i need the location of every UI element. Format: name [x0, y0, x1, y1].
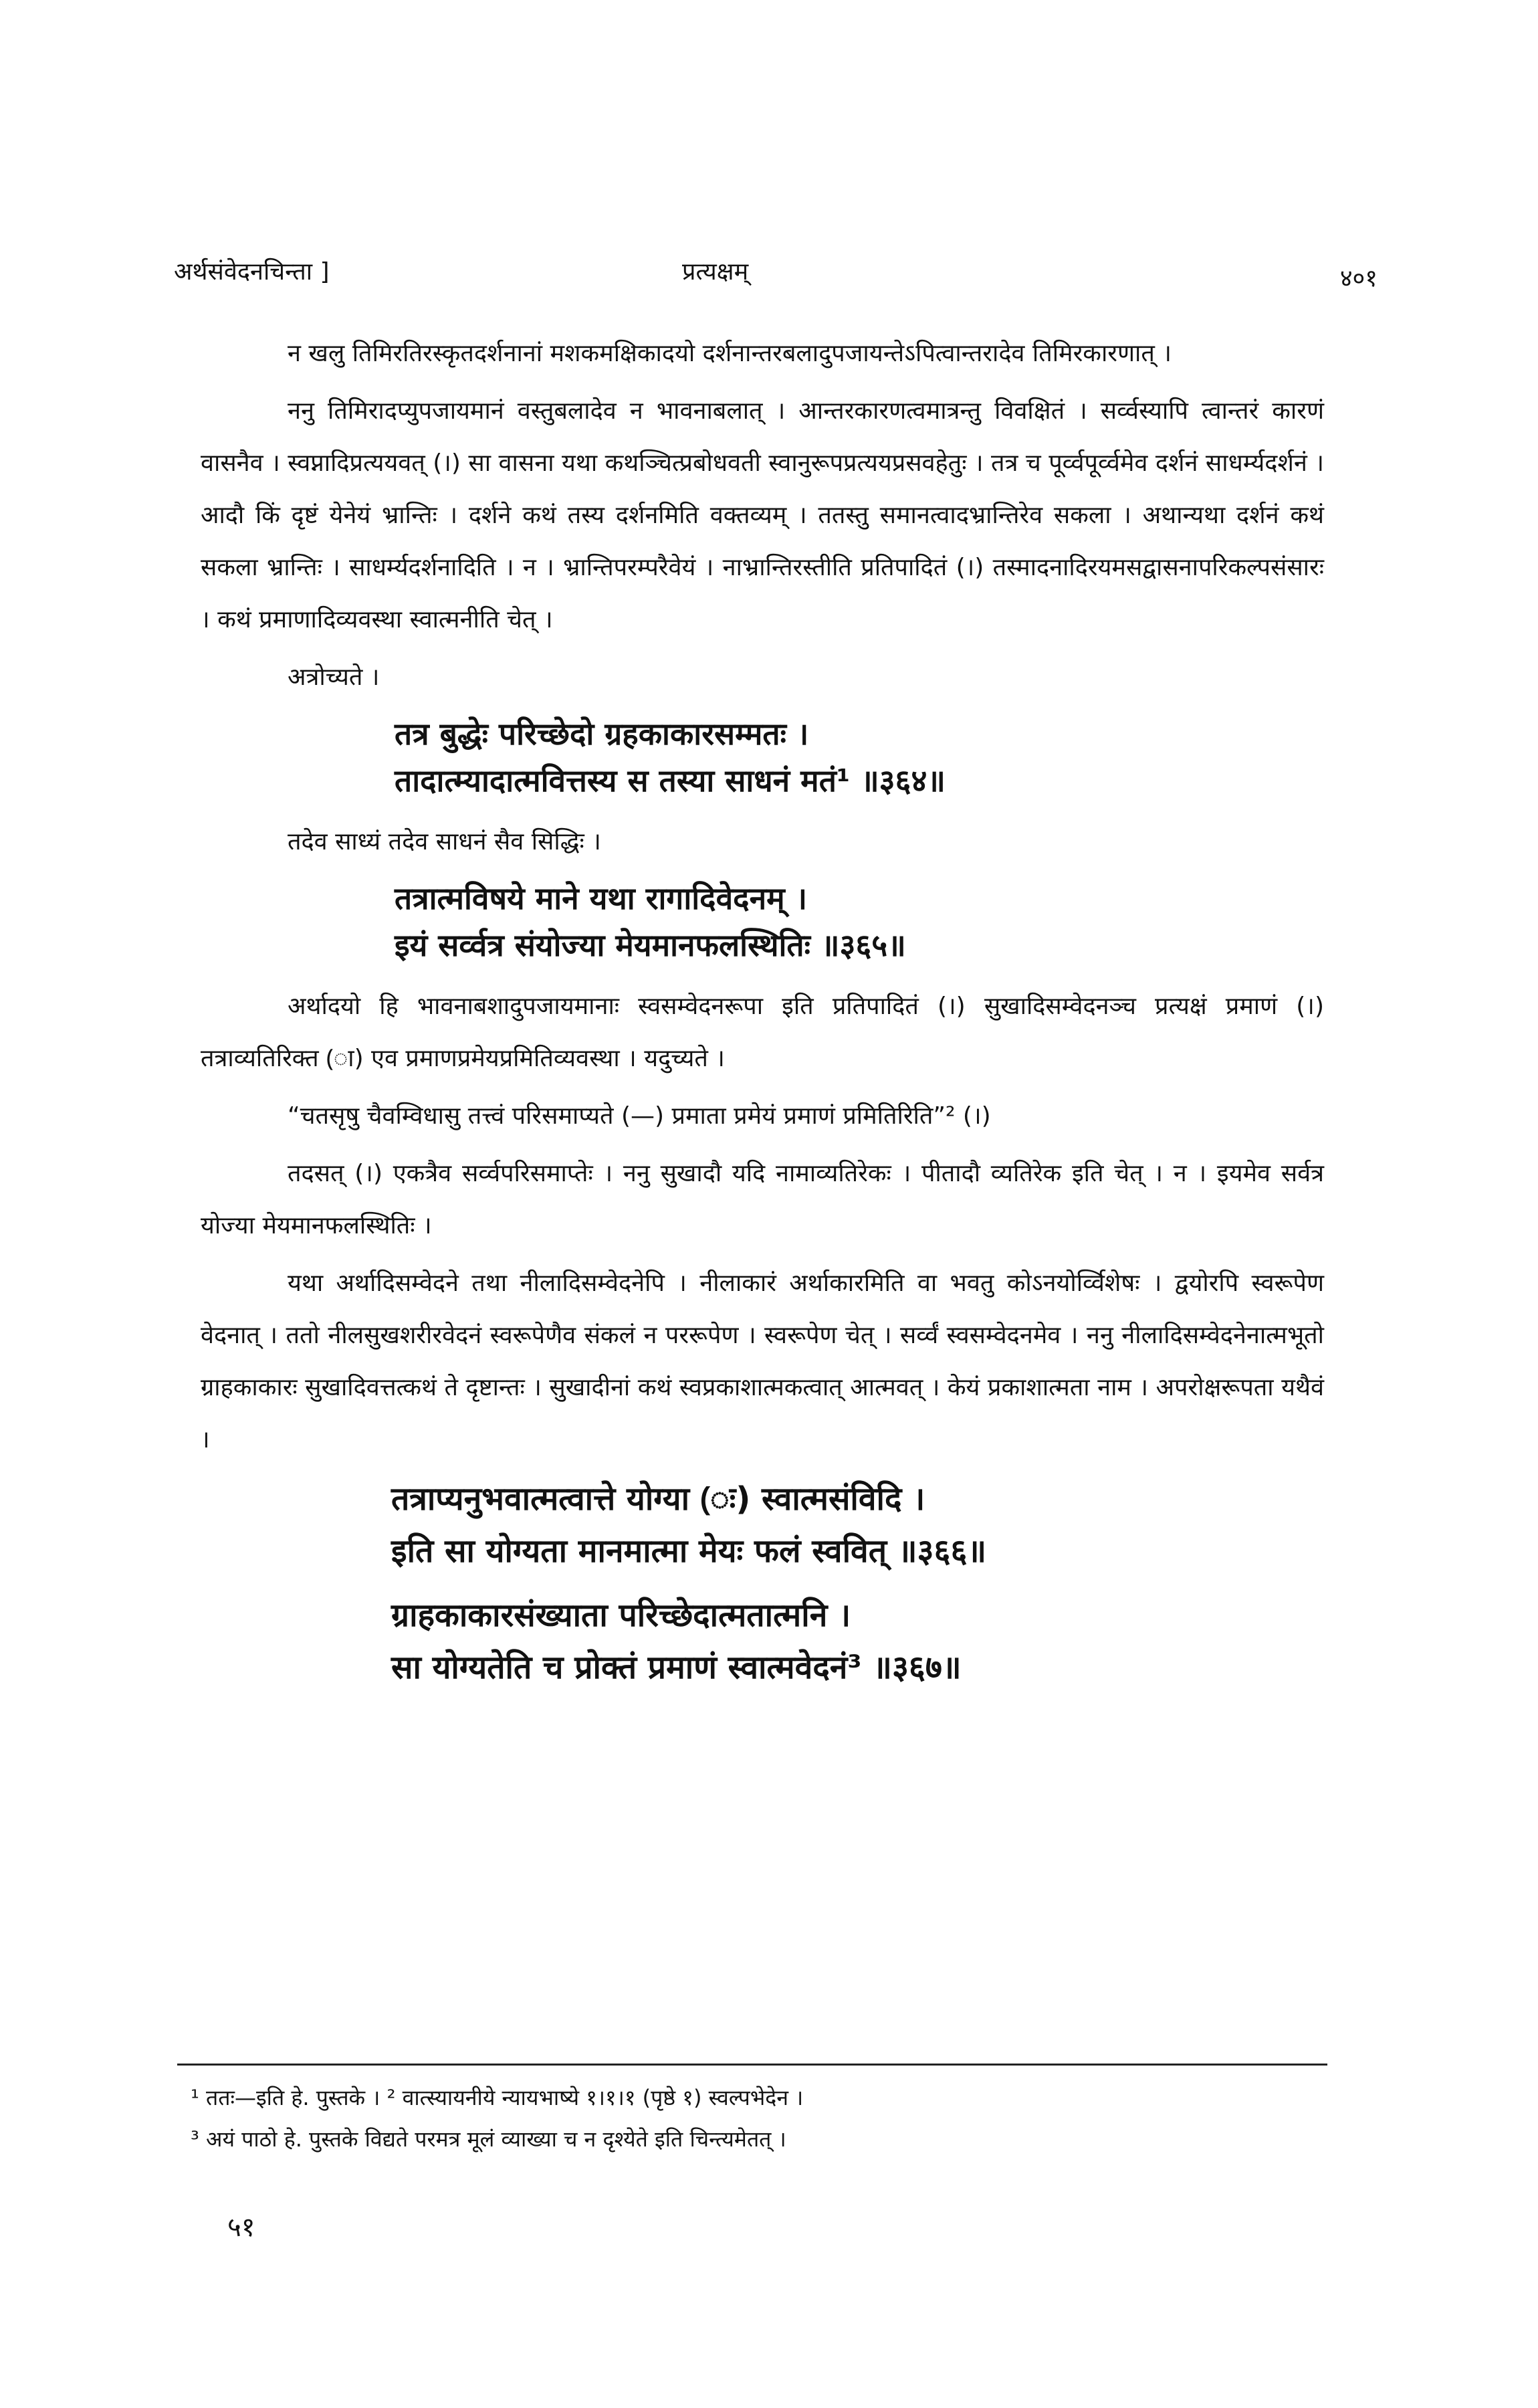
- paragraph-6: तदसत् (।) एकत्रैव सर्व्वपरिसमाप्तेः । ननु सुखादौ यदि नामाव्यतिरेकः । पीतादौ व्यतिरेक इति चेत् । न । इयमेव सर्वत्र योज्या मेयमानफलस्थितिः ।: [201, 1160, 1324, 1239]
- verse-367-line-1: ग्राहकाकारसंख्याता परिच्छेदात्मतात्मनि ।: [391, 1597, 851, 1634]
- verse-364: [395, 710, 1324, 804]
- verse-364-line-1: तत्र बुद्धेः परिच्छेदो ग्रहकाकारसम्मतः ।: [395, 716, 809, 752]
- verse-365-line-2: इयं सर्व्वत्र संयोज्या मेयमानफलस्थितिः ॥३६५॥: [395, 927, 906, 963]
- paragraph-3: अत्रोच्यते ।: [288, 664, 380, 691]
- section-title: प्रत्यक्षम्: [682, 258, 749, 286]
- paragraph-4: अर्थादयो हि भावनाबशादुपजायमानाः स्वसम्वेदनरूपा इति प्रतिपादितं (।) सुखादिसम्वेदनञ्च प्रत्यक्षं प्रमाणं (।) तत्राव्यतिरिक्त (ा) एव प्रमाणप्रमेयप्रमितिव्यवस्था । यदुच्यते ।: [201, 993, 1324, 1072]
- paragraph-2: ननु तिमिरादप्युपजायमानं वस्तुबलादेव न भावनाबलात् । आन्तरकारणत्वमात्रन्तु विवक्षितं । सर्व्वस्यापि त्वान्तरं कारणं वासनैव । स्वप्नादिप्रत्ययवत् (।) सा वासना यथा कथञ्चित्प्रबोधवती स्वानुरूपप्रत्ययप्रसवहेतुः । तत्र च पूर्व्वपूर्व्वमेव दर्शनं साधर्म्यदर्शनं । आदौ किं दृष्टं येनेयं भ्रान्तिः । दर्शने कथं तस्य दर्शनमिति वक्तव्यम् । ततस्तु समानत्वादभ्रान्तिरेव सकला । अथान्यथा दर्शनं कथं सकला भ्रान्तिः । साधर्म्यदर्शनादिति । न । भ्रान्तिपरम्परैवेयं । नाभ्रान्तिरस्तीति प्रतिपादितं (।) तस्मादनादिरयमसद्वासनापरिकल्पसंसारः । कथं प्रमाणादिव्यवस्था स्वात्मनीति चेत् ।: [201, 397, 1324, 633]
- footnote-3: ³ अयं पाठो हे. पुस्तके विद्यते परमत्र मूलं व्याख्या च न दृश्येते इति चिन्त्यमेतत् ।: [191, 2126, 786, 2152]
- verse-365: [395, 875, 1324, 969]
- verse-366-line-1: तत्राप्यनुभवात्मत्वात्ते योग्या (ः) स्वात्मसंविदि ।: [391, 1480, 925, 1518]
- verse-367: [391, 1589, 1324, 1694]
- verse-366-line-2: इति सा योग्यता मानमात्मा मेयः फलं स्ववित् ॥३६६॥: [391, 1532, 987, 1570]
- verse-366: [391, 1473, 1324, 1577]
- signature-mark: ५१: [227, 2212, 255, 2243]
- page-number: ४०१: [1339, 265, 1378, 292]
- footnotes: [191, 2077, 1327, 2160]
- line-after-364: तदेव साध्यं तदेव साधनं सैव सिद्धिः ।: [288, 828, 601, 856]
- verse-364-line-2: तादात्म्यादात्मवित्तस्य स तस्या साधनं मतं¹ ॥३६४॥: [395, 763, 946, 799]
- chapter-title: अर्थसंवेदनचिन्ता ]: [174, 258, 330, 286]
- verse-365-line-1: तत्रात्मविषये माने यथा रागादिवेदनम् ।: [395, 880, 808, 916]
- footnote-1-2: ¹ ततः—इति हे. पुस्तके । ² वात्स्यायनीये न्यायभाष्ये १।१।१ (पृष्ठे १) स्वल्पभेदेन ।: [191, 2085, 804, 2110]
- footnote-divider: [177, 2064, 1327, 2066]
- paragraph-7: यथा अर्थादिसम्वेदने तथा नीलादिसम्वेदनेपि । नीलाकारं अर्थाकारमिति वा भवतु कोऽनयोर्व्विशेषः । द्वयोरपि स्वरूपेण वेदनात् । ततो नीलसुखशरीरवेदनं स्वरूपेणैव संकलं न पररूपेण । स्वरूपेण चेत् । सर्व्वं स्वसम्वेदनमेव । ननु नीलादिसम्वेदनेनात्मभूतो ग्राहकाकारः सुखादिवत्तत्कथं ते दृष्टान्तः । सुखादीनां कथं स्वप्रकाशात्मकत्वात् आत्मवत् । केयं प्रकाशात्मता नाम । अपरोक्षरूपता यथैवं ।: [201, 1270, 1324, 1453]
- verse-367-line-2: सा योग्यतेति च प्रोक्तं प्रमाणं स्वात्मवेदनं³ ॥३६७॥: [391, 1649, 962, 1686]
- main-text: [201, 328, 1324, 1706]
- paragraph-5: “चतसृषु चैवम्विधासु तत्त्वं परिसमाप्यते (—) प्रमाता प्रमेयं प्रमाणं प्रमितिरिति”² (।): [288, 1102, 991, 1130]
- paragraph-1: न खलु तिमिरतिरस्कृतदर्शनानां मशकमक्षिकादयो दर्शनान्तरबलादुपजायन्तेऽपित्वान्तरादेव तिमिरकारणात् ।: [288, 340, 1172, 367]
- page-header: [174, 254, 1378, 301]
